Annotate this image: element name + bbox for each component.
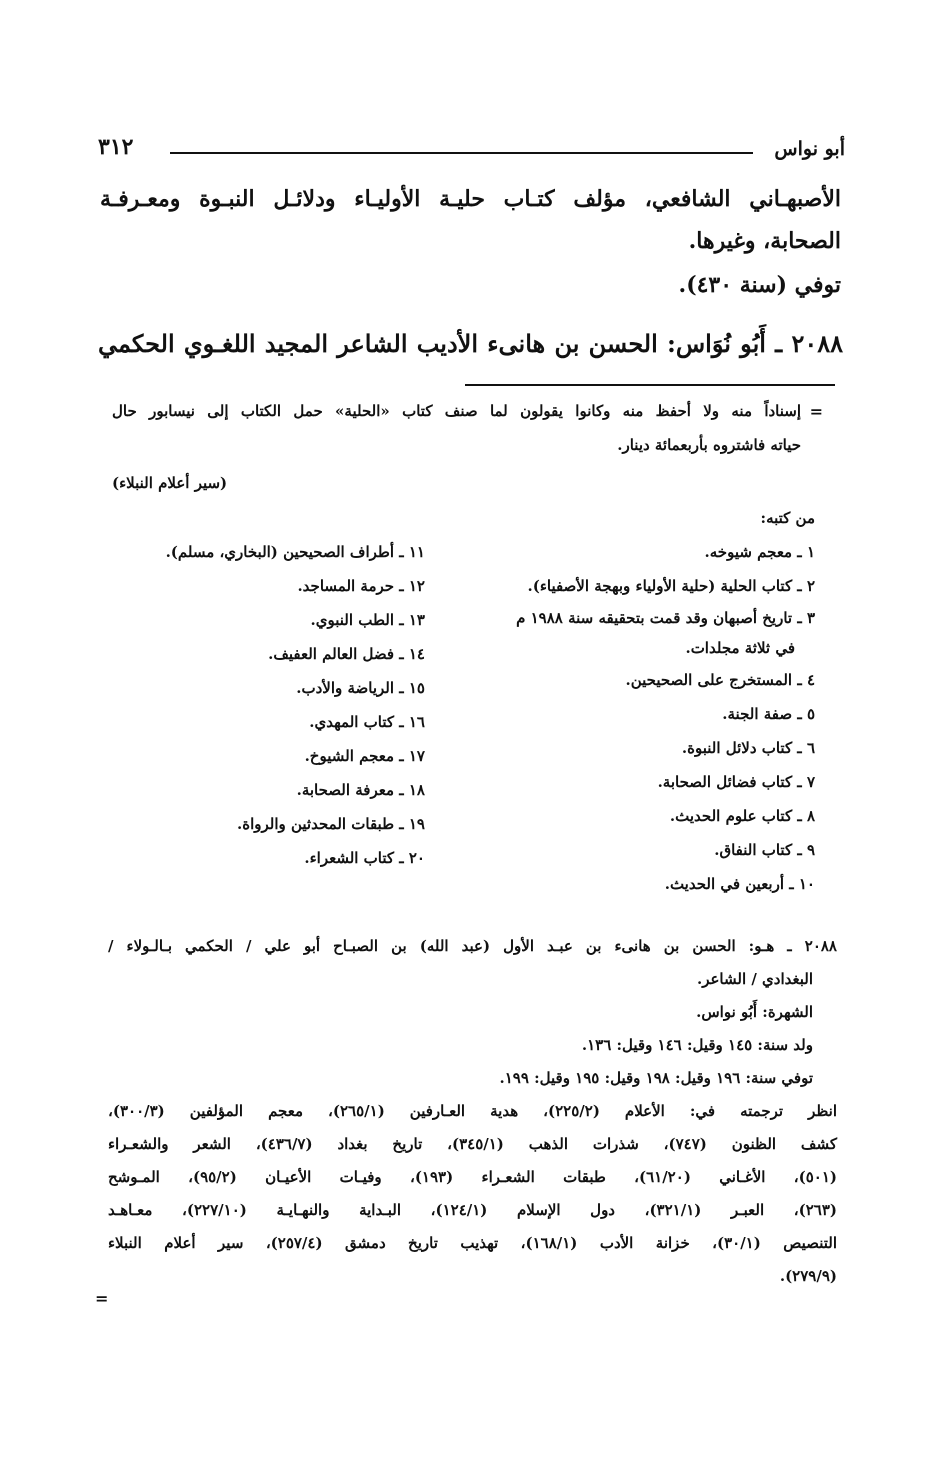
page-number: ٣١٢ xyxy=(98,134,134,160)
book-item: ١٦ ـ كتاب المهدي. xyxy=(309,713,425,731)
book-item: ١٠ ـ أربعين في الحديث. xyxy=(664,875,815,893)
book-item: ٢٠ ـ كتاب الشعراء. xyxy=(304,849,425,867)
book-item-continuation: في ثلاثة مجلدات. xyxy=(685,639,795,657)
book-item: ٥ ـ صفة الجنة. xyxy=(722,705,815,723)
paragraph-line-1: الأصبهـاني الشافعي، مؤلف كتـاب حليـة الأوليـاء ودلائـل النبـوة ومعـرفـة xyxy=(100,186,841,212)
book-item: ٢ ـ كتاب الحلية (حلية الأولياء وبهجة الأصفياء). xyxy=(527,577,815,595)
footnote-line-2: حياته فاشتروه بأربعمائة دينار. xyxy=(617,436,801,454)
book-item: ١٧ ـ معجم الشيوخ. xyxy=(304,747,425,765)
footnote-line-1: إسناداً منه ولا أحفظ منه وكانوا يقولون لما صنف كتاب «الحلية» حمل الكتاب إلى نيسابور حال xyxy=(112,402,802,420)
book-item: ٨ ـ كتاب علوم الحديث. xyxy=(669,807,815,825)
footnote-continuation-marker: = xyxy=(809,402,823,421)
book-item: ٩ ـ كتاب النفاق. xyxy=(714,841,815,859)
books-list-right xyxy=(455,535,815,901)
book-item: ١٤ ـ فضل العالم العفيف. xyxy=(268,645,425,663)
books-heading: من كتبه: xyxy=(760,509,815,527)
book-item: ١٥ ـ الرياضة والأدب. xyxy=(296,679,425,697)
page-continuation-marker: = xyxy=(95,1289,109,1308)
bio-sources-line: (٥٠١)، الأغـاني (٦١/٢٠)، طبقات الشعـراء (١٩٣)، وفيـات الأعيـان (٩٥/٢)، المـوشح xyxy=(108,1168,837,1186)
bio-sources-line: (٢٦٣)، العبـر (٣٢١/١)، دول الإسلام (١٢٤/١)، البـداية والنهـايـة (٢٢٧/١٠)، معـاهـد xyxy=(108,1201,837,1219)
book-item: ١٢ ـ حرمة المساجد. xyxy=(297,577,425,595)
running-header-title: أبو نواس xyxy=(774,138,845,160)
book-item: ٧ ـ كتاب فضائل الصحابة. xyxy=(657,773,815,791)
book-item: ٤ ـ المستخرج على الصحيحين. xyxy=(625,671,815,689)
bio-sources-line: (٢٧٩/٩). xyxy=(779,1267,837,1285)
bio-sources-line: كشف الظنون (٧٤٧)، شذرات الذهب (٣٤٥/١)، تاريخ بغداد (٤٣٦/٧)، الشعر والشعـراء xyxy=(108,1135,837,1153)
bio-sources-line: التنصيص (٣٠/١)، خزانة الأدب (١٦٨/١)، تهذيب تاريخ دمشق (٢٥٧/٤)، سير أعلام النبلاء xyxy=(108,1234,837,1252)
book-item: ١٨ ـ معرفة الصحابة. xyxy=(296,781,425,799)
death-date-line: توفي (سنة ٤٣٠). xyxy=(678,272,841,298)
paragraph-line-2: الصحابة، وغيرها. xyxy=(688,228,841,254)
footnote-rule xyxy=(465,384,835,386)
bio-birth: ولد سنة: ١٤٥ وقيل: ١٤٦ وقيل: ١٣٦. xyxy=(581,1036,813,1054)
footnote-source: (سير أعلام النبلاء) xyxy=(112,474,228,492)
biography-footnote xyxy=(108,930,837,1293)
book-item: ٦ ـ كتاب دلائل النبوة. xyxy=(681,739,815,757)
book-item: ١ ـ معجم شيوخه. xyxy=(704,543,815,561)
bio-death: توفي سنة: ١٩٦ وقيل: ١٩٨ وقيل: ١٩٥ وقيل: ١٩٩. xyxy=(499,1069,813,1087)
book-item: ١٣ ـ الطب النبوي. xyxy=(310,611,425,629)
header-rule xyxy=(170,152,753,154)
books-list-left xyxy=(95,535,425,875)
bio-fame: الشهرة: أَبُو نواس. xyxy=(696,1003,813,1021)
bio-name-continuation: البغدادي / الشاعر. xyxy=(696,970,813,988)
bio-sources-line: انظر ترجمته في: الأعلام (٢٢٥/٢)، هدية العـارفين (٢٦٥/١)، معجم المؤلفين (٣٠٠/٣)، xyxy=(108,1102,837,1120)
entry-title: ٢٠٨٨ ـ أَبُو نُوَاس: الحسن بن هانىء الأديب الشاعر المجيد اللغـوي الحكمي xyxy=(98,329,843,358)
bio-name-line: ٢٠٨٨ ـ هـو: الحسن بن هانىء بن عبـد الأول (عبد الله) بن الصبـاح أبو علي / الحكمي بـالـولاء / xyxy=(108,937,837,955)
book-item: ١١ ـ أطراف الصحيحين (البخاري، مسلم). xyxy=(165,543,425,561)
book-item: ٣ ـ تاريخ أصبهان وقد قمت بتحقيقه سنة ١٩٨٨ م xyxy=(516,609,815,627)
book-item: ١٩ ـ طبقات المحدثين والرواة. xyxy=(237,815,425,833)
